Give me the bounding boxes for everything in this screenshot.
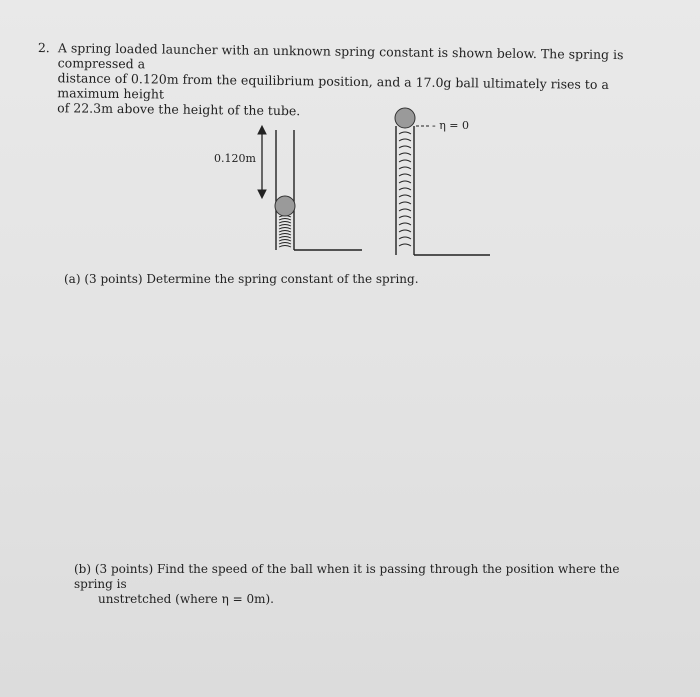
part-b-question [74,562,644,607]
ball-compressed [275,196,295,216]
left-launcher-tube [276,130,362,250]
compression-arrow [258,126,266,198]
statement-line: distance of 0.120m from the equilibrium position, and a 17.0g ball ultimately rises to a maximum height [57,70,609,102]
part-a-question: (a) (3 points) Determine the spring constant of the spring. [64,272,419,286]
compressed-spring [279,216,291,248]
statement-line: A spring loaded launcher with an unknown spring constant is shown below. The spring is compressed a [57,40,624,72]
extended-spring [399,132,411,246]
ball-equilibrium [395,108,415,128]
compression-label: 0.120m [214,152,256,165]
problem-number: 2. [37,40,50,56]
launcher-figure [200,100,500,270]
problem-block [37,40,648,119]
statement-line: of 22.3m above the height of the tube. [57,100,301,119]
part-b-line1: (b) (3 points) Find the speed of the ball when it is passing through the position where the spring is [74,562,620,591]
right-launcher-tube [396,126,490,255]
part-b-line2: unstretched (where η = 0m). [98,592,274,606]
eta-label: - η = 0 [432,119,470,132]
